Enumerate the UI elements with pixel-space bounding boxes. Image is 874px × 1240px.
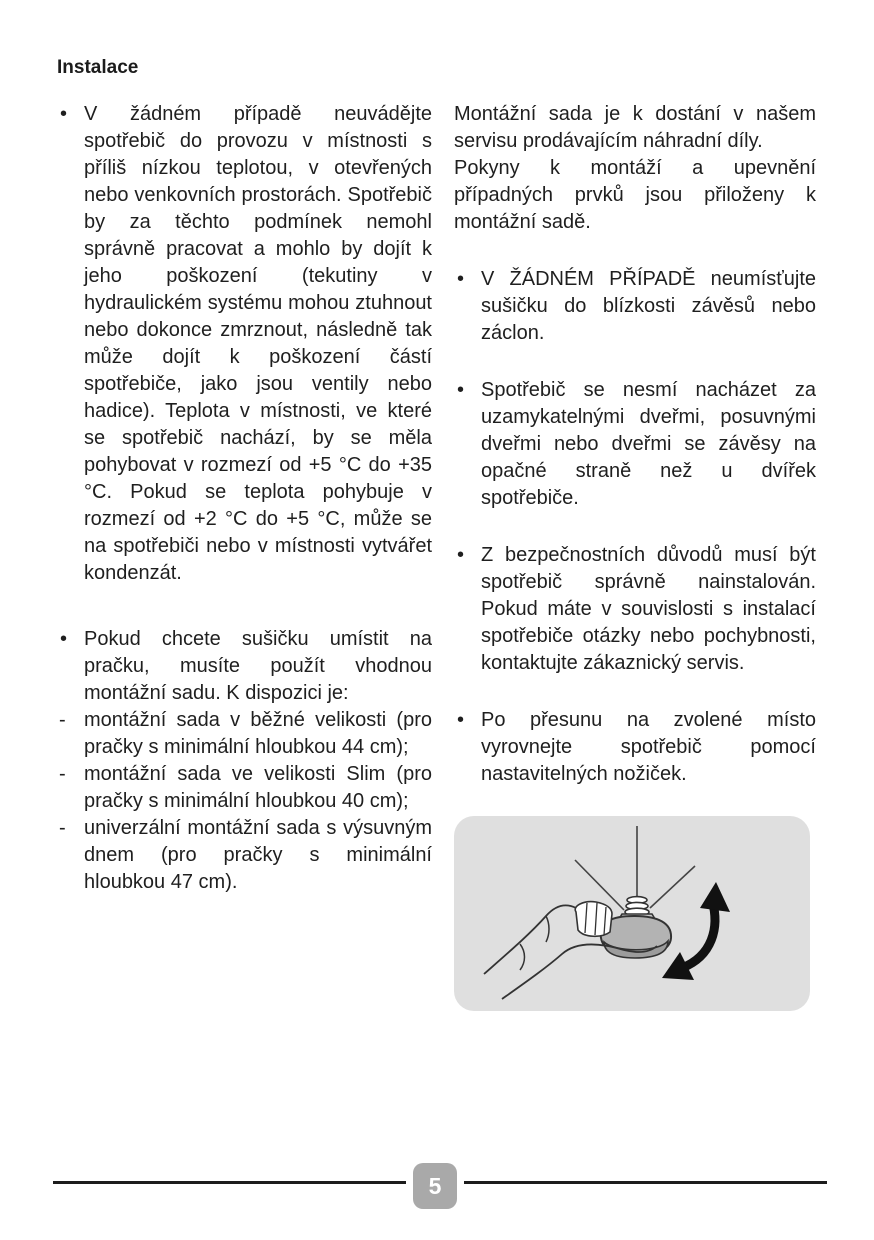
page-number-badge: 5 (413, 1163, 457, 1209)
two-column-layout (57, 101, 817, 1011)
list-item-text: Spotřebič se nesmí nacházet za uzamykatelnými dveřmi, posuvnými dveřmi nebo dveřmi se závěsy na opačné straně než u dvířek spotřebiče. (481, 379, 816, 509)
list-item-text: Po přesunu na zvolené místo vyrovnejte spotřebič pomocí nastavitelných nožiček. (481, 709, 816, 785)
bullet-marker: • (457, 709, 465, 731)
list-item (57, 101, 432, 587)
leveling-foot-icon (454, 816, 810, 1011)
bullet-marker: • (457, 379, 465, 401)
paragraph: Pokyny k montáží a upevnění případných prvků jsou přiloženy k montážní sadě. (454, 157, 816, 233)
left-column (57, 101, 432, 1011)
dash-marker: - (59, 817, 66, 839)
list-item-text: Z bezpečnostních důvodů musí být spotřebič správně nainstalován. Pokud máte v souvislosti s instalací spotřebiče otázky nebo pochybnosti, kontaktujte zákaznický servis. (481, 544, 816, 674)
list-item-text: V žádném případě neuvádějte spotřebič do provozu v místnosti s příliš nízkou teplotou, v otevřených nebo venkovních prostorách. Spotřebič by za těchto podmínek nemohl správně pracovat a mohlo by dojít k jeho poškození (tekutiny v hydraulickém systému mohou ztuhnout nebo dokonce zmrznout, následně tak může dojít k poškození částí spotřebiče, jako jsou ventily nebo hadice). Teplota v místnosti, ve které se spotřebič nachází, by se měla pohybovat v rozmezí od +5 °C do +35 °C. Pokud se teplota pohybuje v rozmezí od +2 °C do +5 °C, může se na spotřebiči nebo v místnosti vytvářet kondenzát. (84, 103, 432, 584)
list-item (57, 815, 432, 896)
page-title: Instalace (57, 57, 139, 78)
list-item (57, 707, 432, 761)
list-item-text: montážní sada ve velikosti Slim (pro pračky s minimální hloubkou 40 cm); (84, 763, 432, 812)
list-item (454, 377, 816, 512)
page-number-badge-wrap (406, 1163, 464, 1209)
bullet-marker: • (60, 628, 68, 650)
paragraph: Montážní sada je k dostání v našem servisu prodávajícím náhradní díly. (454, 103, 816, 152)
list-item (57, 761, 432, 815)
list-item-text: montážní sada v běžné velikosti (pro pračky s minimální hloubkou 44 cm); (84, 709, 432, 758)
list-item (454, 707, 816, 788)
list-item (454, 542, 816, 677)
list-item (454, 266, 816, 347)
page-content (57, 57, 817, 1011)
bullet-marker: • (457, 544, 465, 566)
list-item-text: Pokud chcete sušičku umístit na pračku, musíte použít vhodnou montážní sadu. K dispozici je: (84, 628, 432, 704)
dash-marker: - (59, 709, 66, 731)
right-column (454, 101, 816, 1011)
list-item-text: V ŽÁDNÉM PŘÍPADĚ neumísťujte sušičku do blízkosti závěsů nebo záclon. (481, 268, 816, 344)
list-item (57, 626, 432, 707)
hand-adjusting-leveling-foot-illustration (454, 816, 810, 1011)
bullet-marker: • (457, 268, 465, 290)
list-item-text: univerzální montážní sada s výsuvným dnem (pro pračky s minimální hloubkou 47 cm). (84, 817, 432, 893)
bullet-marker: • (60, 103, 68, 125)
dash-marker: - (59, 763, 66, 785)
